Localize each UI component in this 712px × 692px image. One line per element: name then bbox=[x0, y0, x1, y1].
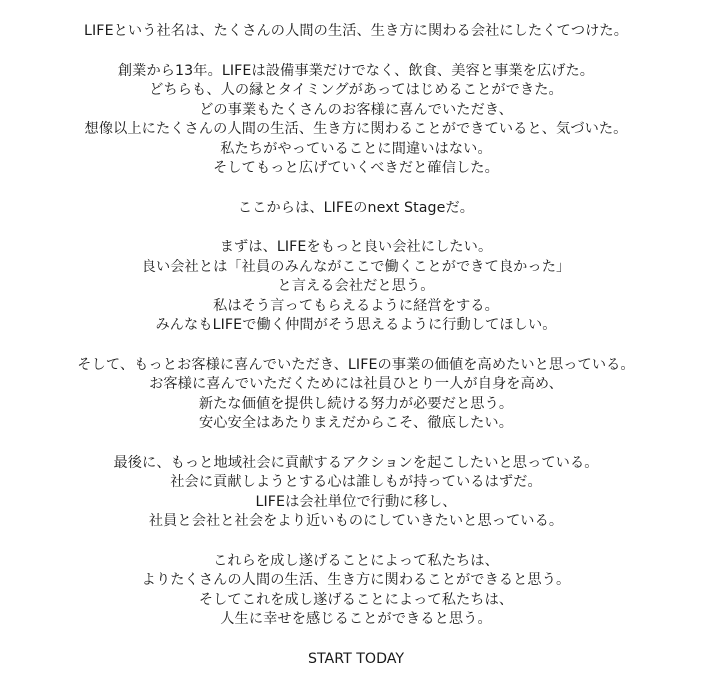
text-line: これらを成し遂げることによって私たちは、 bbox=[213, 552, 499, 569]
text-line: 最後に、もっと地域社会に貢献するアクションを起こしたいと思っている。 bbox=[113, 454, 599, 471]
text-line: 新たな価値を提供し続ける努力が必要だと思う。 bbox=[198, 395, 514, 412]
text-line: 人生に幸せを感じることができると思う。 bbox=[220, 611, 492, 627]
paragraph-5 bbox=[0, 356, 712, 434]
text-line: 社員と会社と社会をより近いものにしていきたいと思っている。 bbox=[148, 513, 564, 529]
text-line: 安心安全はあたりまえだからこそ、徹底したい。 bbox=[198, 415, 514, 431]
paragraph-2 bbox=[0, 62, 712, 179]
text-line: 良い会社とは「社員のみんながここで働くことができて良かった」 bbox=[141, 258, 571, 275]
text-line: 私たちがやっていることに間違いはない。 bbox=[220, 140, 492, 157]
paragraph-1 bbox=[0, 22, 712, 42]
text-line: ここからは、LIFEのnext Stageだ。 bbox=[237, 199, 475, 216]
closing-tagline: START TODAY bbox=[307, 650, 405, 667]
text-line: 想像以上にたくさんの人間の生活、生き方に関わることができていると、気づいた。 bbox=[84, 121, 628, 137]
text-line: LIFEという社名は、たくさんの人間の生活、生き方に関わる会社にしたくてつけた。 bbox=[84, 23, 628, 39]
paragraph-7 bbox=[0, 552, 712, 630]
text-line: 私はそう言ってもらえるように経営をする。 bbox=[213, 297, 499, 314]
text-line: お客様に喜んでいただくためには社員ひとり一人が自身を高め、 bbox=[149, 376, 563, 392]
paragraph-3 bbox=[0, 199, 712, 219]
text-line: LIFEは会社単位で行動に移し、 bbox=[255, 493, 457, 510]
text-line: まずは、LIFEをもっと良い会社にしたい。 bbox=[219, 239, 493, 255]
text-line: 創業から13年。LIFEは設備事業だけでなく、飲食、美容と事業を広げた。 bbox=[117, 62, 595, 79]
text-line: そして、もっとお客様に喜んでいただき、LIFEの事業の価値を高めたいと思っている。 bbox=[77, 356, 635, 373]
text-line: みんなもLIFEで働く仲間がそう思えるように行動してほしい。 bbox=[155, 317, 557, 333]
text-line: どの事業もたくさんのお客様に喜んでいただき、 bbox=[199, 101, 513, 118]
text-line: 社会に貢献しようとする心は誰しもが持っているはずだ。 bbox=[170, 474, 542, 490]
text-line: そしてもっと広げていくべきだと確信した。 bbox=[213, 160, 499, 176]
paragraph-6 bbox=[0, 454, 712, 532]
text-line: と言える会社だと思う。 bbox=[277, 278, 435, 294]
paragraph-4 bbox=[0, 238, 712, 336]
text-line: よりたくさんの人間の生活、生き方に関わることができると思う。 bbox=[141, 572, 571, 588]
text-line: そしてこれを成し遂げることによって私たちは、 bbox=[198, 591, 514, 608]
text-line: どちらも、人の縁とタイミングがあってはじめることができた。 bbox=[149, 82, 563, 98]
